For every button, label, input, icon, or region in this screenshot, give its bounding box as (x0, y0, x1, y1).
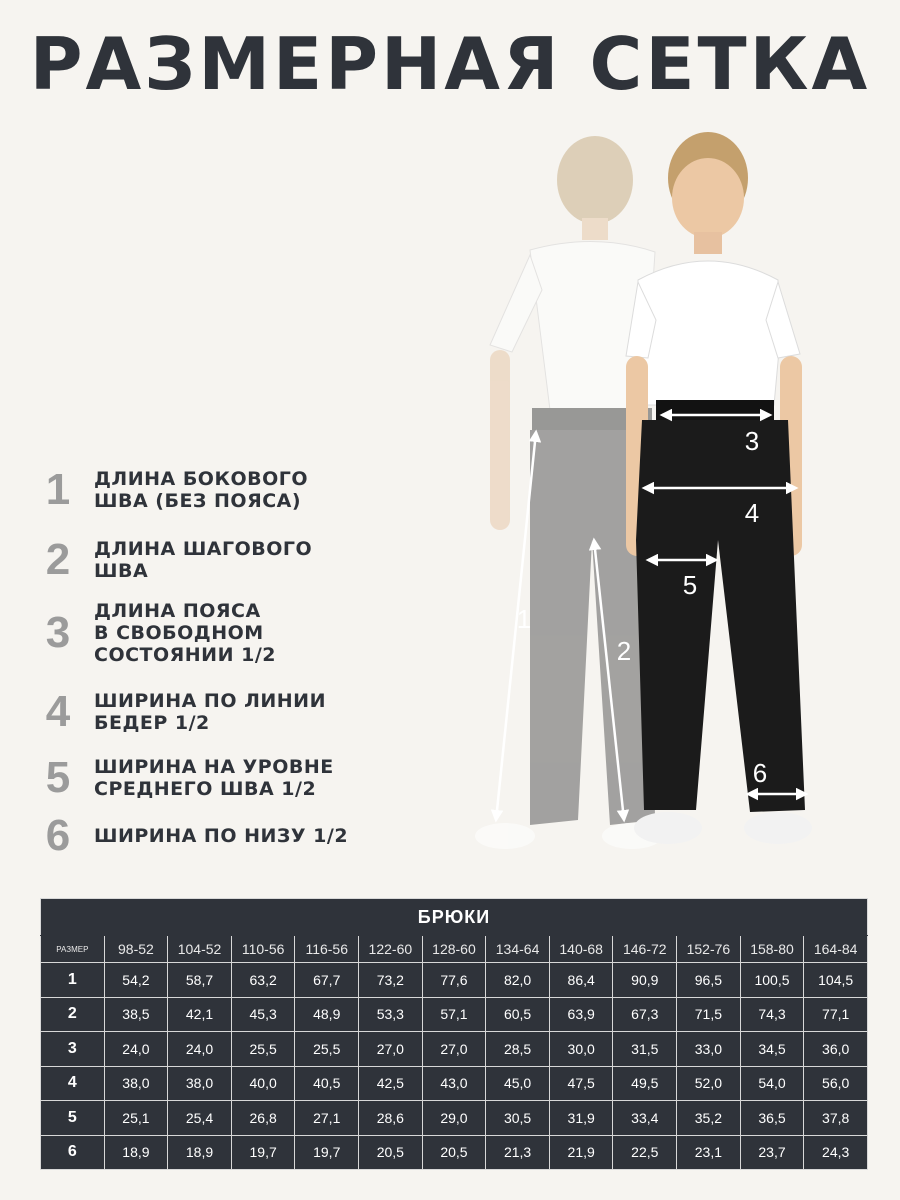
column-header-size: 128-60 (422, 936, 486, 963)
table-cell: 43,0 (422, 1066, 486, 1101)
table-row (41, 997, 868, 1032)
table-cell: 25,4 (168, 1101, 232, 1136)
marker-2: 2 (616, 636, 632, 666)
table-cell: 96,5 (677, 963, 741, 998)
table-cell: 71,5 (677, 997, 741, 1032)
marker-1: 1 (516, 604, 532, 634)
table-cell: 42,1 (168, 997, 232, 1032)
table-cell: 27,0 (422, 1032, 486, 1067)
legend-number: 3 (45, 608, 71, 657)
legend-label: ШИРИНА НА УРОВНЕ СРЕДНЕГО ШВА 1/2 (94, 756, 334, 800)
table-cell: 40,0 (231, 1066, 295, 1101)
table-cell: 31,5 (613, 1032, 677, 1067)
legend-item-2 (38, 535, 312, 585)
table-cell: 24,0 (168, 1032, 232, 1067)
table-cell: 20,5 (422, 1135, 486, 1170)
table-cell: 47,5 (549, 1066, 613, 1101)
column-header-size: 146-72 (613, 936, 677, 963)
table-caption: БРЮКИ (41, 899, 868, 936)
legend-label: ДЛИНА ШАГОВОГО ШВА (94, 538, 313, 582)
column-header-size: 98-52 (104, 936, 168, 963)
legend-number: 4 (45, 687, 71, 736)
table-cell: 34,5 (740, 1032, 804, 1067)
table-cell: 26,8 (231, 1101, 295, 1136)
table-cell: 73,2 (359, 963, 423, 998)
table-cell: 60,5 (486, 997, 550, 1032)
marker-5: 5 (682, 570, 698, 600)
table-cell: 20,5 (359, 1135, 423, 1170)
column-header-size: 158-80 (740, 936, 804, 963)
table-cell: 48,9 (295, 997, 359, 1032)
legend-item-5 (38, 753, 334, 803)
legend-label: ДЛИНА ПОЯСА В СВОБОДНОМ СОСТОЯНИИ 1/2 (94, 600, 276, 666)
table-cell: 25,1 (104, 1101, 168, 1136)
legend-item-6 (38, 811, 348, 861)
table-cell: 19,7 (231, 1135, 295, 1170)
table-cell: 23,1 (677, 1135, 741, 1170)
table-cell: 28,6 (359, 1101, 423, 1136)
legend-number: 6 (45, 811, 71, 860)
table-cell: 74,3 (740, 997, 804, 1032)
table-cell: 38,0 (168, 1066, 232, 1101)
table-cell: 30,0 (549, 1032, 613, 1067)
table-cell: 21,9 (549, 1135, 613, 1170)
table-cell: 57,1 (422, 997, 486, 1032)
row-key: 3 (41, 1032, 105, 1067)
table-cell: 25,5 (231, 1032, 295, 1067)
table-cell: 36,5 (740, 1101, 804, 1136)
table-cell: 33,4 (613, 1101, 677, 1136)
table-row (41, 1032, 868, 1067)
table-cell: 19,7 (295, 1135, 359, 1170)
legend-label: ДЛИНА БОКОВОГО ШВА (БЕЗ ПОЯСА) (94, 468, 309, 512)
marker-6: 6 (752, 758, 768, 788)
column-header-size: 134-64 (486, 936, 550, 963)
marker-3: 3 (744, 426, 760, 456)
page-title: РАЗМЕРНАЯ СЕТКА (29, 22, 871, 106)
table-cell: 38,5 (104, 997, 168, 1032)
column-header-size: 164-84 (804, 936, 868, 963)
row-key: 1 (41, 963, 105, 998)
row-key: 6 (41, 1135, 105, 1170)
table-cell: 31,9 (549, 1101, 613, 1136)
table-cell: 86,4 (549, 963, 613, 998)
table-cell: 42,5 (359, 1066, 423, 1101)
table-cell: 21,3 (486, 1135, 550, 1170)
column-header-size: 110-56 (231, 936, 295, 963)
table-cell: 30,5 (486, 1101, 550, 1136)
table-cell: 67,7 (295, 963, 359, 998)
table-cell: 100,5 (740, 963, 804, 998)
table-cell: 63,2 (231, 963, 295, 998)
pants-measurement-diagram (460, 120, 860, 880)
table-cell: 36,0 (804, 1032, 868, 1067)
table-cell: 35,2 (677, 1101, 741, 1136)
table-cell: 29,0 (422, 1101, 486, 1136)
table-cell: 52,0 (677, 1066, 741, 1101)
table-cell: 24,3 (804, 1135, 868, 1170)
table-cell: 25,5 (295, 1032, 359, 1067)
row-key: 2 (41, 997, 105, 1032)
table-row (41, 1135, 868, 1170)
column-header-size: 152-76 (677, 936, 741, 963)
table-cell: 38,0 (104, 1066, 168, 1101)
table-header-row (41, 936, 868, 963)
table-row (41, 1066, 868, 1101)
table-cell: 23,7 (740, 1135, 804, 1170)
legend-label: ШИРИНА ПО НИЗУ 1/2 (94, 825, 349, 847)
table-cell: 77,6 (422, 963, 486, 998)
column-header-size: 140-68 (549, 936, 613, 963)
row-key: 4 (41, 1066, 105, 1101)
table-cell: 104,5 (804, 963, 868, 998)
table-cell: 45,0 (486, 1066, 550, 1101)
table-cell: 22,5 (613, 1135, 677, 1170)
table-cell: 28,5 (486, 1032, 550, 1067)
table-cell: 63,9 (549, 997, 613, 1032)
column-header-size: 116-56 (295, 936, 359, 963)
table-cell: 27,0 (359, 1032, 423, 1067)
table-cell: 27,1 (295, 1101, 359, 1136)
table-cell: 18,9 (168, 1135, 232, 1170)
table-cell: 82,0 (486, 963, 550, 998)
row-key: 5 (41, 1101, 105, 1136)
legend-item-4 (38, 687, 326, 737)
table-cell: 67,3 (613, 997, 677, 1032)
table-cell: 18,9 (104, 1135, 168, 1170)
table-cell: 58,7 (168, 963, 232, 998)
column-header-size: 104-52 (168, 936, 232, 963)
legend-item-1 (38, 465, 308, 515)
table-cell: 24,0 (104, 1032, 168, 1067)
legend-number: 2 (45, 535, 71, 584)
table-cell: 40,5 (295, 1066, 359, 1101)
legend-label: ШИРИНА ПО ЛИНИИ БЕДЕР 1/2 (94, 690, 326, 734)
table-cell: 56,0 (804, 1066, 868, 1101)
legend-number: 1 (45, 465, 71, 514)
table-row (41, 963, 868, 998)
table-cell: 37,8 (804, 1101, 868, 1136)
model-photo-illustration (460, 120, 860, 880)
column-header-size: 122-60 (359, 936, 423, 963)
table-row (41, 1101, 868, 1136)
table-cell: 53,3 (359, 997, 423, 1032)
table-cell: 54,0 (740, 1066, 804, 1101)
table-cell: 54,2 (104, 963, 168, 998)
size-chart-table (40, 898, 868, 1170)
table-cell: 45,3 (231, 997, 295, 1032)
marker-4: 4 (744, 498, 760, 528)
table-cell: 49,5 (613, 1066, 677, 1101)
column-header-corner: РАЗМЕР (41, 936, 105, 963)
table-cell: 33,0 (677, 1032, 741, 1067)
table-cell: 77,1 (804, 997, 868, 1032)
legend-number: 5 (45, 753, 71, 802)
legend-item-3 (38, 600, 276, 666)
table-cell: 90,9 (613, 963, 677, 998)
